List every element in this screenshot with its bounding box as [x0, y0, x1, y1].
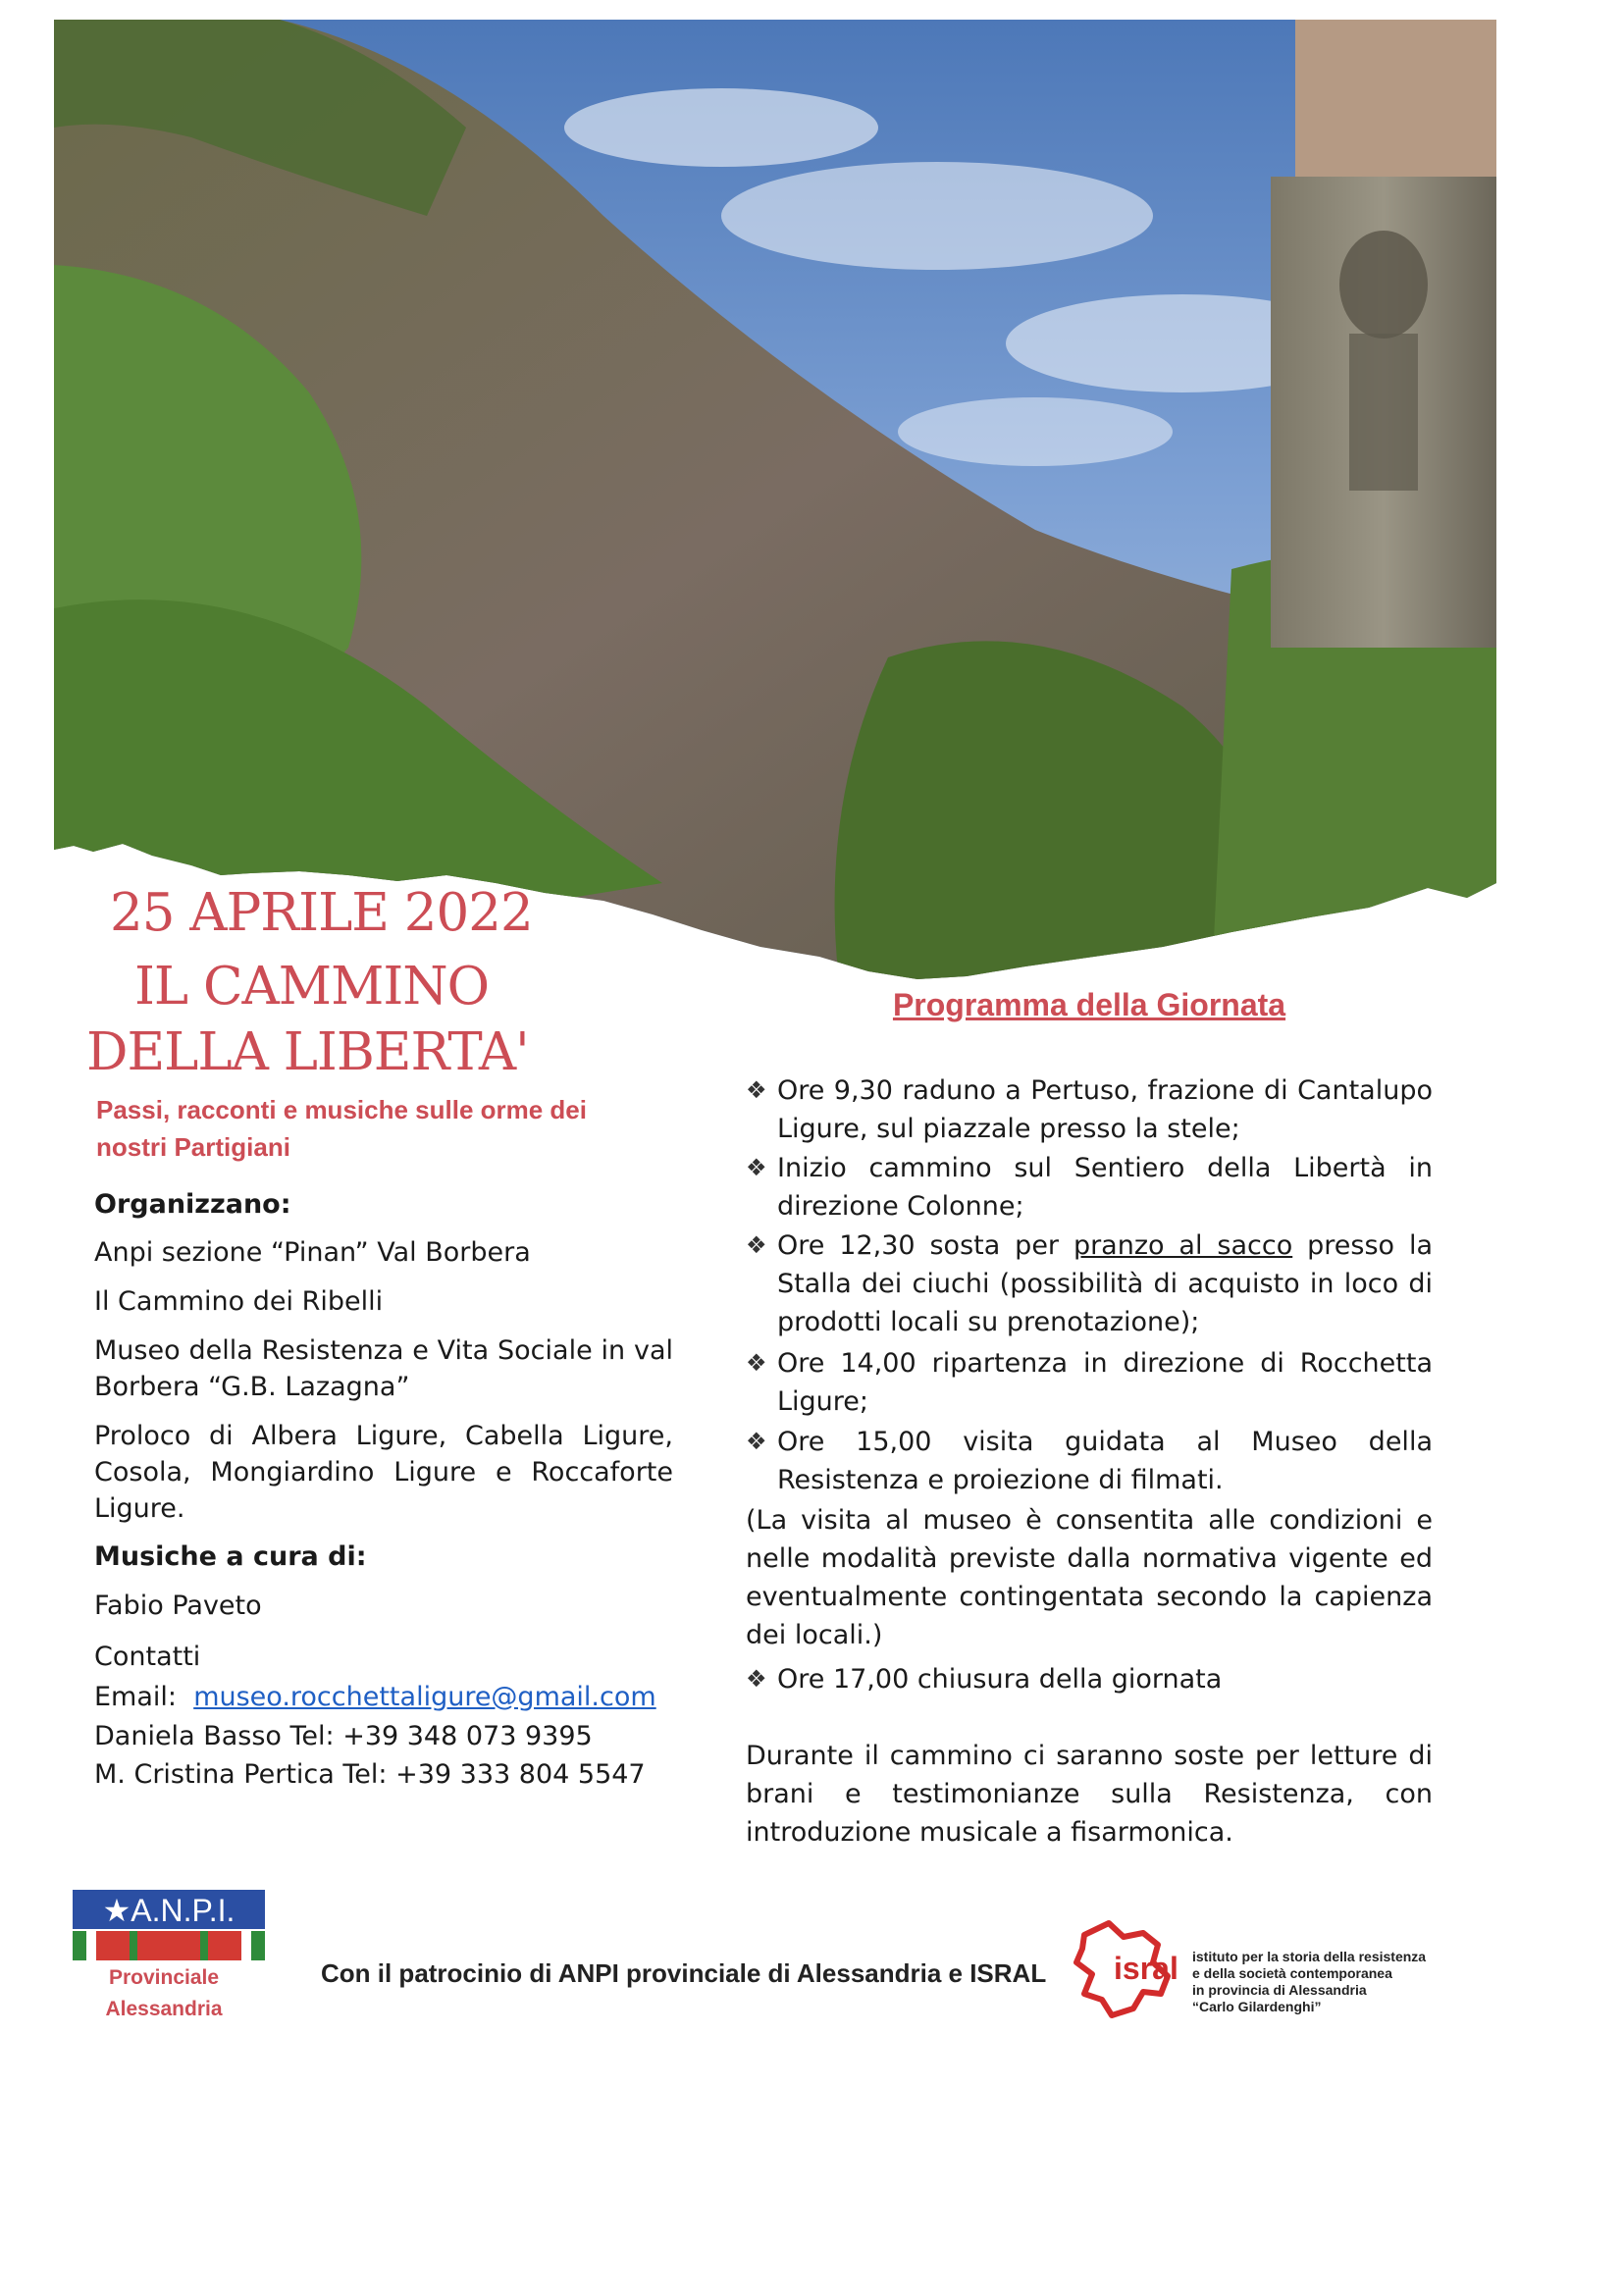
- bullet-icon: ❖: [746, 1076, 767, 1104]
- bullet-icon: ❖: [746, 1428, 767, 1455]
- bullet-icon: ❖: [746, 1154, 767, 1181]
- music-heading: Musiche a cura di:: [94, 1541, 367, 1572]
- anpi-logo-text: ★A.N.P.I.: [102, 1893, 236, 1928]
- program-title: Programma della Giornata: [892, 987, 1286, 1022]
- program-note: (La visita al museo è consentita alle condizioni e nelle modalità previste dalla normativa vigente ed eventualmente contingentata secondo la capienza dei locali.): [746, 1505, 1433, 1650]
- isral-description: [1192, 1949, 1457, 2015]
- program-item: [746, 1071, 1433, 1148]
- organizers-heading: Organizzano:: [94, 1189, 291, 1220]
- bullet-icon: ❖: [746, 1349, 767, 1377]
- email-label: Email:: [94, 1682, 178, 1712]
- program-item3-end: presso la Stalla dei ciuchi (possibilità di acquisto in loco di prodotti locali su prenotazione);: [777, 1230, 1433, 1337]
- event-title-line2: DELLA LIBERTA': [86, 1022, 529, 1082]
- program-item-text: Inizio cammino sul Sentiero della Libertà in direzione Colonne;: [777, 1153, 1433, 1222]
- anpi-subtitle-line1: Provinciale: [108, 1966, 220, 1989]
- bullet-icon: ❖: [746, 1665, 767, 1693]
- organizer-item: Il Cammino dei Ribelli: [94, 1286, 384, 1317]
- program-item3-start: Ore 12,30 sosta per: [777, 1230, 1073, 1261]
- anpi-subtitle-line2: Alessandria: [105, 1998, 223, 2020]
- lunch-underlined: pranzo al sacco: [1073, 1230, 1293, 1261]
- isral-wordmark: isral: [1114, 1951, 1178, 1986]
- program-item-text: Ore 17,00 chiusura della giornata: [777, 1664, 1223, 1695]
- program-item-text: [777, 1226, 1433, 1341]
- isral-desc-line: “Carlo Gilardenghi”: [1192, 1999, 1322, 2014]
- program-item-text: Ore 14,00 ripartenza in direzione di Rocchetta Ligure;: [777, 1348, 1433, 1417]
- program-item: [746, 1149, 1433, 1226]
- organizer-item: Anpi sezione “Pinan” Val Borbera: [94, 1237, 531, 1268]
- program-item-text: Ore 9,30 raduno a Pertuso, frazione di Cantalupo Ligure, sul piazzale presso la stele;: [777, 1075, 1433, 1144]
- event-title-line1: IL CAMMINO: [134, 957, 490, 1017]
- program-item-text: Ore 15,00 visita guidata al Museo della Resistenza e proiezione di filmati.: [777, 1427, 1433, 1495]
- program-closing: Durante il cammino ci saranno soste per letture di brani e testimonianze sulla Resistenza, con introduzione musicale a fisarmonica.: [746, 1741, 1433, 1848]
- isral-desc-line: e della società contemporanea: [1192, 1965, 1392, 1981]
- music-name: Fabio Paveto: [94, 1591, 262, 1621]
- organizer-item: Proloco di Albera Ligure, Cabella Ligure, Cosola, Mongiardino Ligure e Roccaforte Ligure.: [94, 1421, 673, 1524]
- program-item: [746, 1226, 1433, 1341]
- contact-phone: Daniela Basso Tel: +39 348 073 9395: [94, 1721, 593, 1751]
- event-subtitle: Passi, racconti e musiche sulle orme dei nostri Partigiani: [96, 1095, 587, 1162]
- program-item: [746, 1423, 1433, 1499]
- event-date-title: 25 APRILE 2022: [110, 883, 533, 943]
- organizer-item: Museo della Resistenza e Vita Sociale in val Borbera “G.B. Lazagna”: [94, 1335, 673, 1402]
- email-link[interactable]: museo.rocchettaligure@gmail.com: [193, 1682, 656, 1712]
- program-item: [746, 1344, 1433, 1421]
- header-photo: [54, 20, 1496, 981]
- patronage-text: Con il patrocinio di ANPI provinciale di Alessandria e ISRAL: [321, 1958, 1047, 1988]
- isral-desc-line: in provincia di Alessandria: [1192, 1982, 1367, 1998]
- bullet-icon: ❖: [746, 1231, 767, 1259]
- contacts-heading: Contatti: [94, 1642, 201, 1672]
- isral-desc-line: istituto per la storia della resistenza: [1192, 1949, 1427, 1964]
- contact-phone: M. Cristina Pertica Tel: +39 333 804 5547: [94, 1759, 646, 1790]
- program-item: [746, 1660, 1433, 1698]
- contact-email-row: [94, 1679, 673, 1715]
